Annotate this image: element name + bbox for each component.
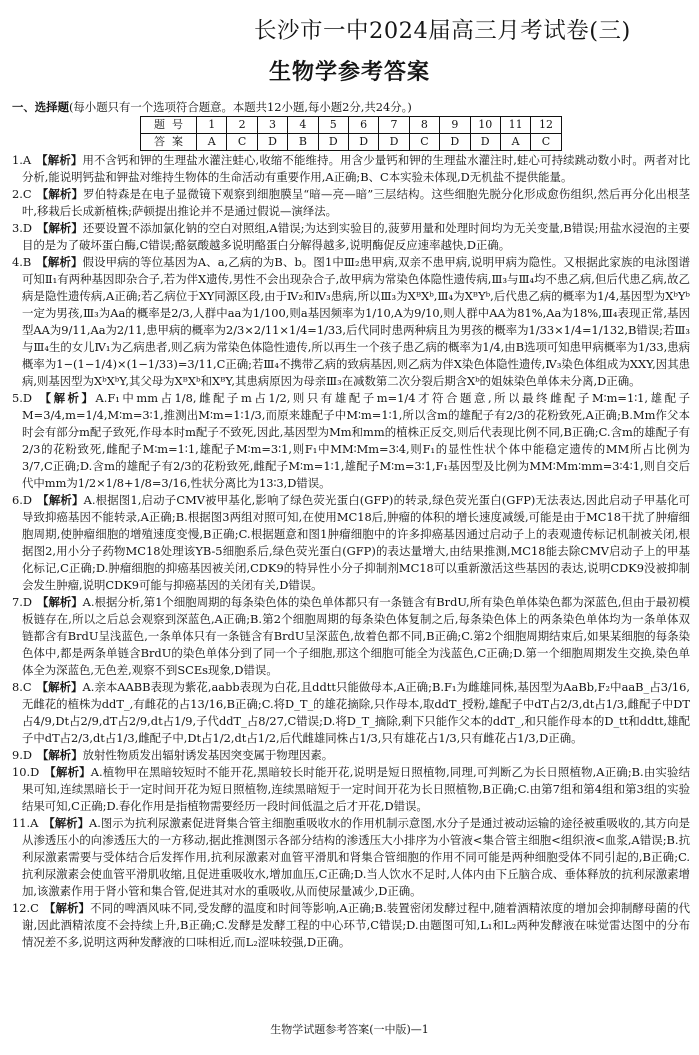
explanation-text: A.F₁中mm占1/8,雌配子m占1/2,则只有雄配子m=1/4才符合题意,所以最终雌配子M∶m=1∶1,雄配子M=3/4,m=1/4,M∶m=3∶1,推测出M∶m=1∶1/3,而原来雄配子中M∶m=1∶1,所以含m的雄配子有2/3的花粉致死,A正确;B.Mm作父本时会有部分m配子致死,作母本时m配子不致死,因此,基因型为Mm和mm的植株正反交,则后代表现比例不同,B正确;C.含m的雄配子有2/3的花粉致死,雌配子M∶m=1∶1,雄配子M∶m=3∶1,则F₁中MM∶Mm=3∶4,则F₁的显性性状个体中能稳定遗传的MM所占比例为3/7,C正确;D.含m的雄配子有2/3的花粉致死,雌配子M∶m=1∶1,雄配子M∶m=3∶1,F₁基因型及比例为MM∶Mm∶mm=3∶4∶1,则自交后代中mm为1/2×1/8+1/8=3/16,性状分离比为13∶3,D错误。 [22,391,690,490]
question-answer-label: 1.A [12,153,32,167]
answer-cell: D [440,134,470,151]
explanation-item [12,152,690,186]
question-number-cell: 8 [409,117,439,134]
explanation-item [12,815,690,900]
question-answer-label: 2.C [12,187,32,201]
analysis-tag: 【解析】 [37,493,84,507]
analysis-tag: 【解析】 [37,595,83,609]
explanation-text: 不同的啤酒风味不同,受发酵的温度和时间等影响,A正确;B.装置密闭发酵过程中,随着酒精浓度的增加会抑制酵母菌的代谢,因此酒精浓度不会持续上升,B正确;C.发酵是发酵工程的中心环节,C错误;D.由题图可知,L₁和L₂两种发酵液在味觉雷达图中的分布情况差不多,说明这两种发酵液的口味相近,而L₂涩味较强,D正确。 [22,901,690,949]
row-label-question-number: 题号 [141,117,197,134]
explanation-item [12,747,690,764]
explanation-text: 罗伯特森是在电子显微镜下观察到细胞膜呈“暗—亮—暗”三层结构。这些细胞先脱分化形成愈伤组织,然后再分化出根茎叶,移栽后长成新植株;萨顿提出推论并不是通过假说—演绎法。 [22,187,690,218]
explanation-item [12,679,690,747]
answer-cell: D [257,134,287,151]
question-number-cell: 3 [257,117,287,134]
explanation-text: 用不含钙和钾的生理盐水灌注蛙心,收缩不能维持。用含少量钙和钾的生理盐水灌注时,蛙心可持续跳动数小时。两者对比分析,能说明钙盐和钾盐对维持生物体的生命活动有重要作用,A正确;B、C本实验未体现,D无机盐不提供能量。 [22,153,690,184]
answer-cell: A [197,134,227,151]
explanation-text: A.根据图1,启动子CMV被甲基化,影响了绿色荧光蛋白(GFP)的转录,绿色荧光蛋白(GFP)无法表达,因此启动子甲基化可导致抑癌基因不能转录,A正确;B.根据图3两组对照可知,在使用MC18后,肿瘤的体积的增长速度减缓,可能是由于MC18干扰了肿瘤细胞周期,使肿瘤细胞的增殖速度变慢,B正确;C.根据题意和图1肿瘤细胞中的许多抑癌基因通过启动子上的表观遗传标记机制被关闭,根据图2,用小分子药物MC18处理该YB-5细胞系后,绿色荧光蛋白(GFP)的表达量增大,由结果推测,MC18能去除CMV启动子上的甲基化标记,C正确;D.肿瘤细胞的抑癌基因被关闭,CDK9的特异性小分子抑制剂MC18可以重新激活这些基因的表达,说明CDK9没被抑制会发生肿瘤,说明CDK9可能与抑癌基因的关闭有关,D错误。 [22,493,690,592]
answer-cell: D [470,134,500,151]
question-answer-label: 6.D [12,493,33,507]
explanation-text: A.亲本AABB表现为紫花,aabb表现为白花,且ddtt只能做母本,A正确;B.F₁为雌雄同株,基因型为AaBb,F₂中aaB_占3/16,无雌花的植株为ddT_,有雌花的占13/16,B正确;C.将D_T_的雄花摘除,只作母本,取ddT_授粉,雄配子中dT占2/3,dt占1/3,雌配子中DT占4/9,Dt占2/9,dT占2/9,dt占1/9,子代ddT_占8/27,C错误;D.将D_T_摘除,剩下只能作父本的ddT_,和只能作母本的D_tt和ddtt,雄配子中dT占2/3,dt占1/3,雌配子中,Dt占1/2,dt占1/2,后代雌雄同株占1/3,只有雄花占1/3,只有雌花占1/3,D正确。 [22,680,690,745]
question-number-cell: 1 [197,117,227,134]
question-answer-label: 3.D [12,221,33,235]
section-note: (每小题只有一个选项符合题意。本题共12小题,每小题2分,共24分。) [68,100,412,114]
answer-cell: C [409,134,439,151]
answer-key-table [140,116,562,151]
analysis-tag: 【解析】 [36,187,84,201]
exam-series-title: 长沙市一中2024届高三月考试卷(三) [254,18,631,44]
question-answer-label: 4.B [12,255,32,269]
analysis-tag: 【解析】 [37,221,83,235]
answer-cell: D [318,134,348,151]
question-number-cell: 12 [531,117,561,134]
analysis-tag: 【解析】 [37,391,96,405]
question-number-cell: 5 [318,117,348,134]
table-row-question-numbers [141,117,562,134]
section-label: 一、选择题 [12,100,69,114]
answer-cell: C [531,134,561,151]
analysis-tag: 【解析】 [44,765,91,779]
row-label-answer: 答案 [141,134,197,151]
analysis-tag: 【解析】 [43,901,91,915]
page-footer: 生物学试题参考答案(一中版)—1 [270,1023,429,1036]
analysis-tag: 【解析】 [37,748,83,762]
explanation-text: A.图示为抗利尿激素促进肾集合管主细胞重吸收水的作用机制示意图,水分子是通过被动运输的途径被重吸收的,其方向是从渗透压小的向渗透压大的一方移动,据此推测图示各部分结构的渗透压大小排序为小管液<集合管主细胞<组织液<血浆,A错误;B.抗利尿激素需要与受体结合后发挥作用,抗利尿激素对血管平滑肌和肾集合管细胞的作用不同可能是两种细胞受体不同引起的,B正确;C.抗利尿激素会使血管平滑肌收缩,且促进重吸收水,增加血压,C正确;D.当人饮水不足时,人体内由下丘脑合成、垂体释放的抗利尿激素增加,该激素作用于肾小管和集合管,促进其对水的重吸收,从而使尿量减少,D正确。 [22,816,690,898]
question-number-cell: 10 [470,117,500,134]
document-title: 生物学参考答案 [268,59,430,85]
question-number-cell: 6 [348,117,378,134]
question-answer-label: 7.D [12,595,33,609]
table-row-answers [141,134,562,151]
question-answer-label: 5.D [12,391,33,405]
explanation-item [12,594,690,679]
question-answer-label: 12.C [12,901,39,915]
explanation-list [12,152,690,951]
explanation-text: 放射性物质发出辐射诱发基因突变属于物理因素。 [82,748,334,762]
explanation-item [12,492,690,594]
question-answer-label: 11.A [12,816,39,830]
question-answer-label: 10.D [12,765,40,779]
explanation-text: 还要设置不添加氯化钠的空白对照组,A错误;为达到实验目的,菠萝用量和处理时间均为无关变量,B错误;用盐水浸泡的主要目的是为了破坏蛋白酶,C错误;酪氨酸越多说明酪蛋白分解得越多,说明酶促反应速率越快,D正确。 [22,221,690,252]
answer-cell: C [227,134,257,151]
explanation-text: A.植物甲在黑暗较短时不能开花,黑暗较长时能开花,说明是短日照植物,同理,可判断乙为长日照植物,A正确;B.由实验结果可知,连续黑暗长于一定时间开花为短日照植物,连续黑暗短于一定时间开花为长日照植物,B正确;C.由第7组和第4组和第3组的实验结果可知,C正确;D.春化作用是指植物需要经历一段时间低温之后才开花,D错误。 [22,765,690,813]
question-number-cell: 7 [379,117,409,134]
question-answer-label: 8.C [12,680,32,694]
analysis-tag: 【解析】 [43,816,89,830]
explanation-text: A.根据分析,第1个细胞周期的每条染色体的染色单体都只有一条链含有BrdU,所有染色单体染色都为深蓝色,但由于最初模板链存在,所以之后总会观察到深蓝色,A正确;B.第2个细胞周期的每条染色体复制之后,每条染色体上的两条染色单体均为一条单体双链都含有BrdU呈浅蓝色,一条单体只有一条链含有BrdU呈深蓝色,故着色都不同,B正确;C.第2个细胞周期结束后,如果某细胞的每条染色体中,都是两条单链含BrdU的染色单体分到了同一个子细胞,那这个细胞可能全为浅蓝色,C正确;D.第一个细胞周期发生交换,染色单体全为深蓝色,无色差,观察不到SCEs现象,D错误。 [22,595,690,677]
explanation-item [12,220,690,254]
explanation-item [12,900,690,951]
answer-cell: D [348,134,378,151]
analysis-tag: 【解析】 [36,680,83,694]
explanation-item [12,186,690,220]
answer-cell: B [288,134,318,151]
explanation-text: 假设甲病的等位基因为A、a,乙病的为B、b。图1中Ⅲ₂患甲病,双亲不患甲病,说明甲病为隐性。又根据此家族的电泳图谱可知Ⅱ₁有两种基因即杂合子,若为伴X遗传,男性不会出现杂合子,故甲病为常染色体隐性遗传病,Ⅲ₃与Ⅲ₄均不患乙病,但后代患乙病,故乙病是隐性遗传病,A正确;若乙病位于XY同源区段,由于Ⅳ₂和Ⅳ₃患病,所以Ⅲ₃为XᴮXᵇ,Ⅲ₄为XᴮYᵇ,后代患乙病的概率为1/4,基因型为XᵇYᵇ一定为男孩,Ⅲ₃为Aa的概率是2/3,人群中aa为1/100,则a基因频率为1/10,A为9/10,则人群中AA为81%,Aa为18%,Ⅲ₄表现正常,基因型AA为9/11,Aa为2/11,患甲病的概率为2/3×2/11×1/4=1/33,后代同时患两种病且为男孩的概率为1/33×1/4=1/132,B错误;若Ⅲ₃与Ⅲ₄生的女儿Ⅳ₁为乙病患者,则乙病为常染色体隐性遗传,所以再生一个孩子患乙病的概率为1/4,由B选项可知患甲病概率为1/33,患病概率为1−(1−1/4)×(1−1/33)=3/11,C正确;若Ⅲ₄不携带乙病的致病基因,则乙病为伴X染色体隐性遗传,Ⅳ₃染色体组成为XXY,因其患病,则基因型为XᵇXᵇY,其父母为XᴮXᵇ和XᴮY,其患病原因为母亲Ⅲ₃在减数第二次分裂后期含Xᵇ的姐妹染色单体未分离,D正确。 [22,255,690,388]
analysis-tag: 【解析】 [36,255,83,269]
question-answer-label: 9.D [12,748,33,762]
question-number-cell: 9 [440,117,470,134]
question-number-cell: 11 [500,117,530,134]
explanation-item [12,764,690,815]
analysis-tag: 【解析】 [36,153,83,167]
explanation-item [12,254,690,390]
question-number-cell: 2 [227,117,257,134]
answer-cell: A [500,134,530,151]
section-heading [12,99,412,115]
question-number-cell: 4 [288,117,318,134]
answer-cell: D [379,134,409,151]
explanation-item [12,390,690,492]
